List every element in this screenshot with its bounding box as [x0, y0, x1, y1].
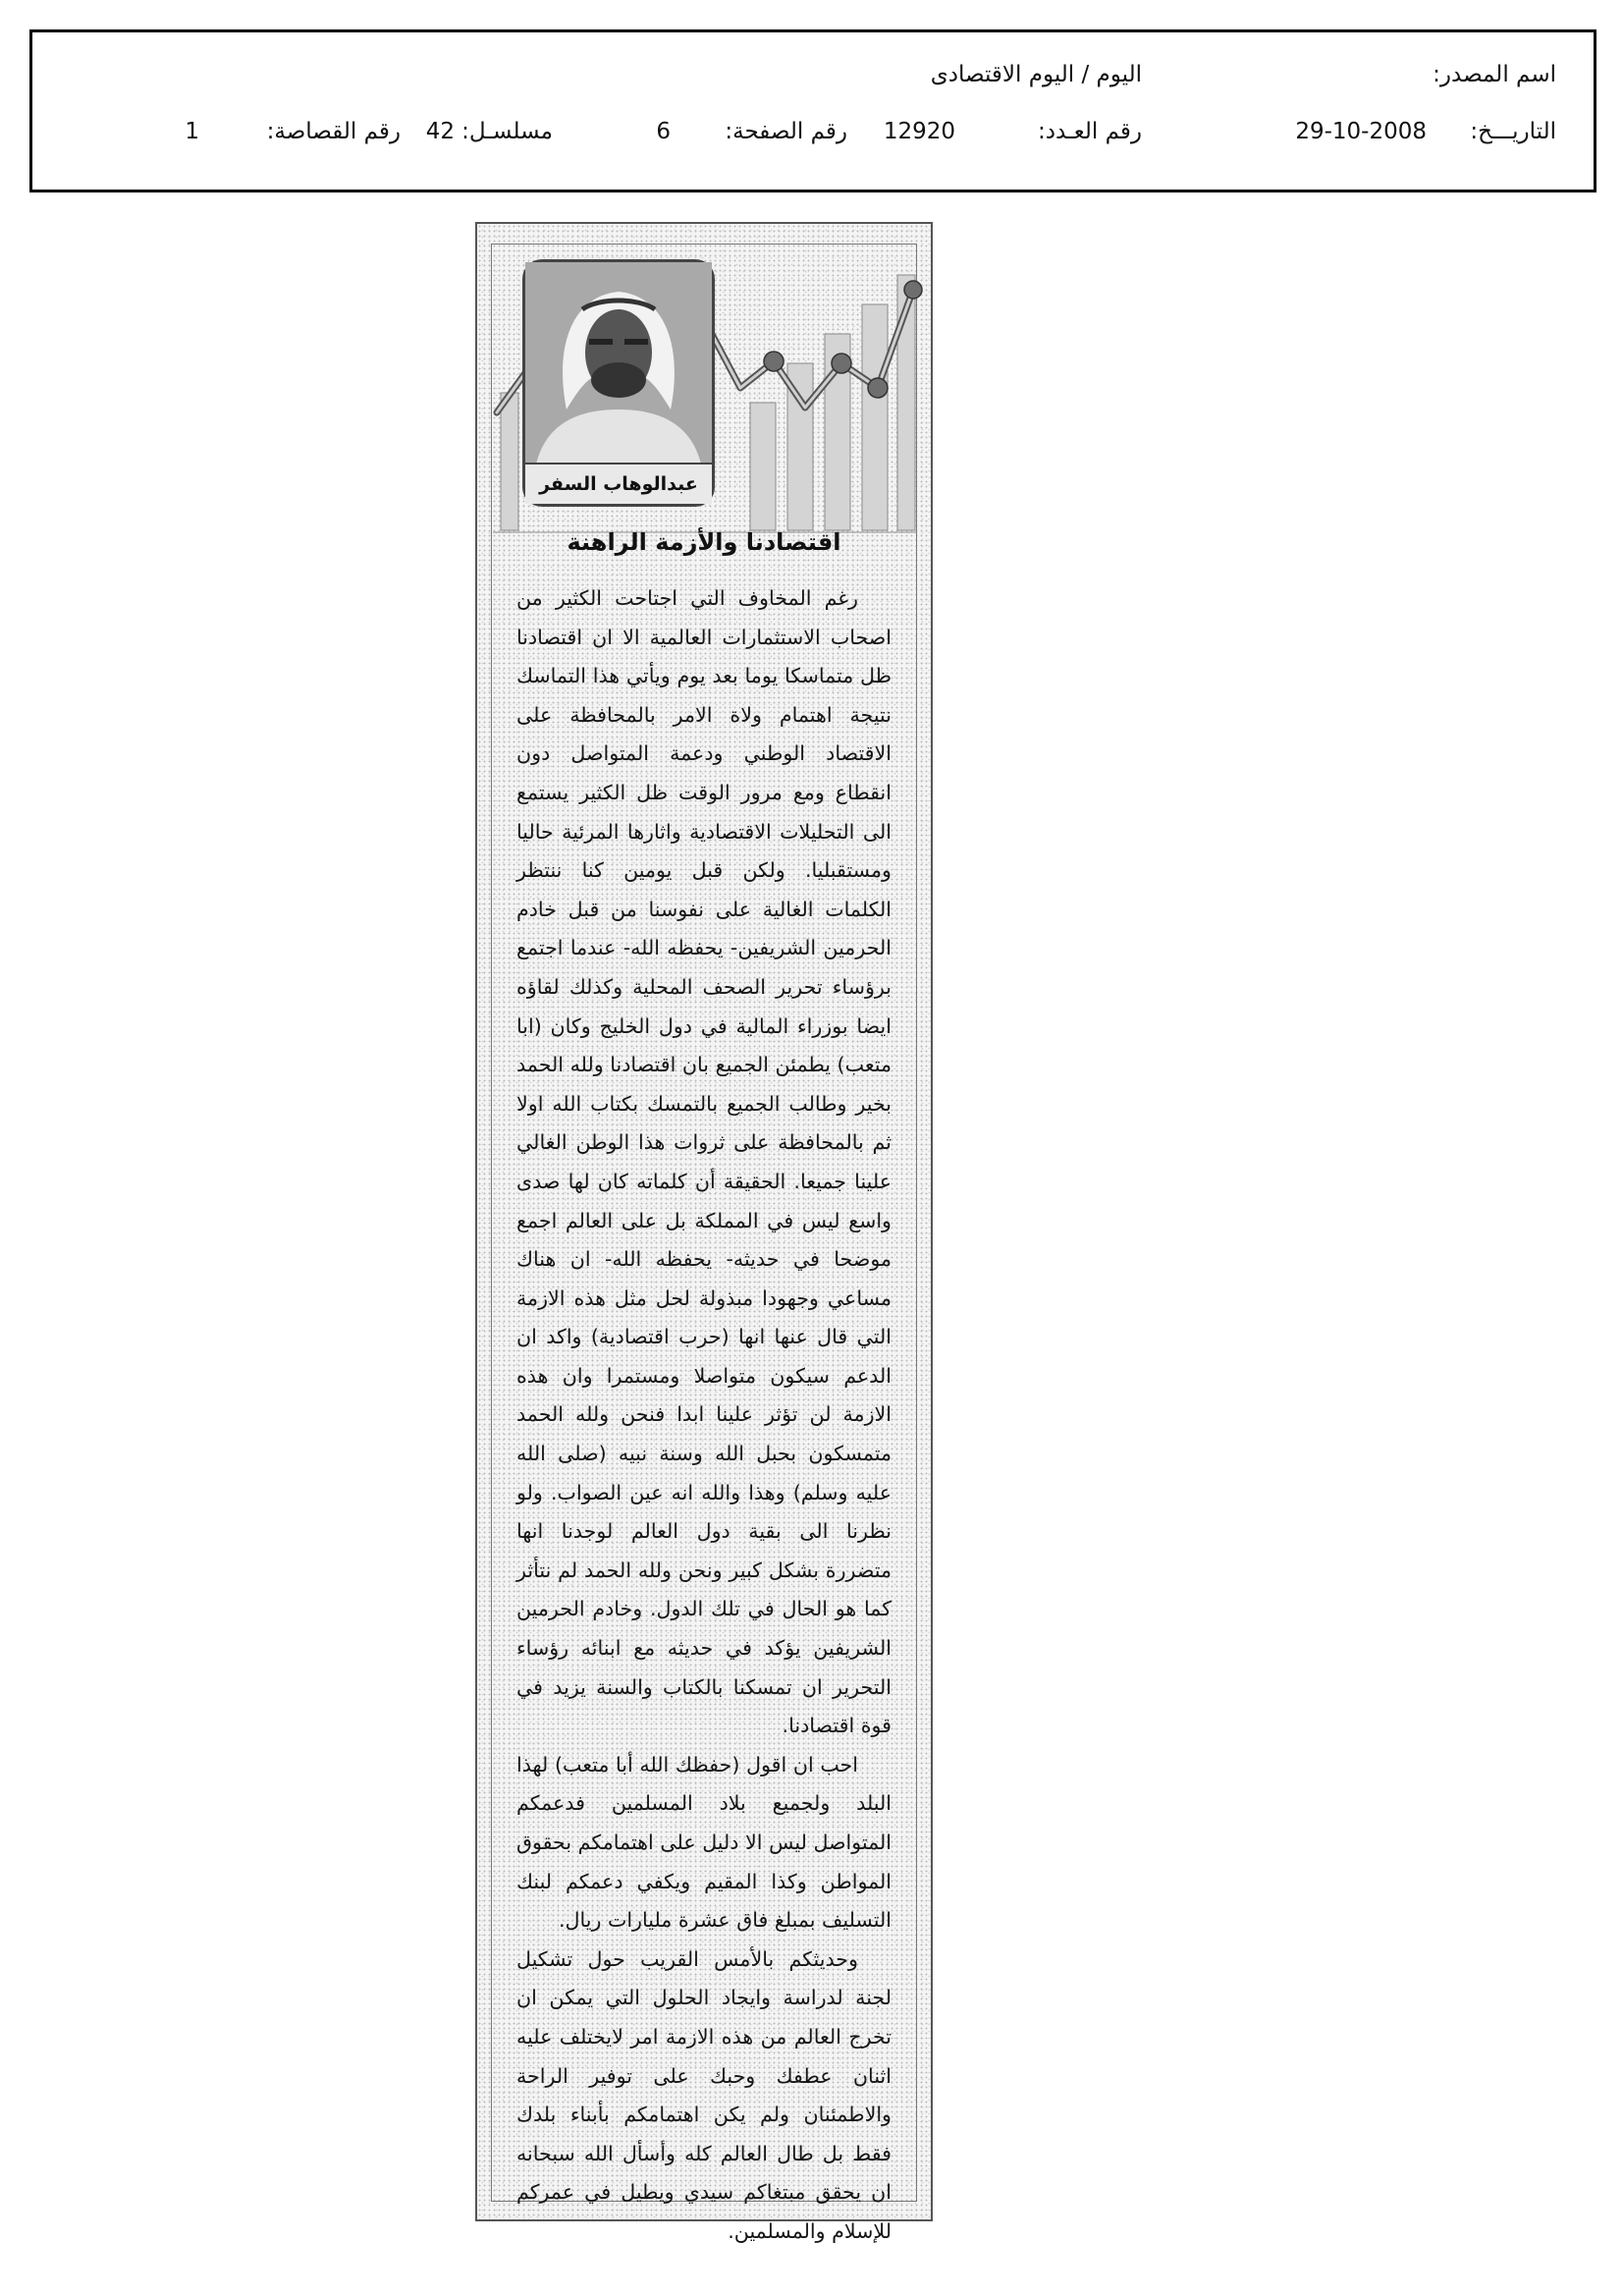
source-label: اسم المصدر:	[1433, 62, 1556, 87]
issue-label: رقم العـدد:	[1037, 119, 1142, 144]
clip-value: 1	[185, 119, 199, 144]
clip-label: رقم القصاصة:	[266, 119, 401, 144]
source-value: اليوم / اليوم الاقتصادى	[930, 62, 1142, 87]
author-name: عبدالوهاب السفر	[525, 463, 712, 504]
author-photo	[522, 259, 715, 507]
article-body	[516, 579, 892, 2252]
date-label: التاريـــخ:	[1470, 119, 1556, 144]
page-value: 6	[656, 119, 671, 144]
serial-label: مسلسـل:	[461, 119, 553, 144]
article-paragraph-3: وحديثكم بالأمس القريب حول تشكيل لجنة لدراسة وايجاد الحلول التي يمكن ان تخرج العالم من هذه الازمة امر لايختلف عليه اثنان عطفك وحبك على توفير الراحة والاطمئنان ولم يكن اهتمامكم بأبناء بلدك فقط بل طال العالم كله وأسأل الله سبحانه ان يحقق مبتغاكم سيدي ويطيل في عمركم للإسلام والمسلمين.	[516, 1946, 892, 2243]
article-headline: اقتصادنا والأزمة الراهنة	[567, 528, 841, 556]
serial-value: 42	[425, 119, 455, 144]
article-paragraph-1: رغم المخاوف التي اجتاحت الكثير من اصحاب الاستثمارات العالمية الا ان اقتصادنا ظل متماسكا يوما بعد يوم ويأتي هذا التماسك نتيجة اهتمام ولاة الامر بالمحافظة على الاقتصاد الوطني ودعمة المتواصل دون انقطاع ومع مرور الوقت ظل الكثير يستمع الى التحليلات الاقتصادية واثارها المرئية حاليا ومستقبليا. ولكن قبل يومين كنا ننتظر الكلمات الغالية على نفوسنا من قبل خادم الحرمين الشريفين- يحفظه الله- عندما اجتمع برؤساء تحرير الصحف المحلية وكذلك لقاؤه ايضا بوزراء المالية في دول الخليج وكان (ابا متعب) يطمئن الجميع بان اقتصادنا ولله الحمد بخير وطالب الجميع بالتمسك بكتاب الله اولا ثم بالمحافظة على ثروات هذا الوطن الغالي علينا جميعا. الحقيقة أن كلماته كان لها صدى واسع ليس في المملكة بل على العالم اجمع موضحا في حديثه- يحفظه الله- ان هناك مساعي وجهودا مبذولة لحل مثل هذه الازمة التي قال عنها انها (حرب اقتصادية) واكد ان الدعم سيكون متواصلا ومستمرا وان هذه الازمة لن تؤثر علينا ابدا فنحن ولله الحمد متمسكون بحبل الله وسنة نبيه (صلى الله عليه وسلم) وهذا والله انه عين الصواب. ولو نظرنا الى بقية دول العالم لوجدنا انها متضررة بشكل كبير ونحن ولله الحمد لم نتأثر كما هو الحال في تلك الدول. وخادم الحرمين الشريفين يؤكد في حديثه مع ابنائه رؤساء التحرير ان تمسكنا بالكتاب والسنة يزيد في قوة اقتصادنا.	[516, 586, 892, 1738]
person-icon	[525, 262, 712, 468]
date-value: 29-10-2008	[1295, 119, 1427, 144]
newspaper-clipping	[475, 222, 933, 2243]
article-paragraph-2: احب ان اقول (حفظك الله أبا متعب) لهذا البلد ولجميع بلاد المسلمين فدعمكم المتواصل ليس الا دليل على اهتمامكم بحقوق المواطن وكذا المقيم ويكفي دعمكم لبنك التسليف بمبلغ فاق عشرة مليارات ريال.	[516, 1752, 892, 1933]
page-label: رقم الصفحة:	[725, 119, 847, 144]
issue-value: 12920	[883, 119, 955, 144]
header-box	[29, 29, 1596, 192]
